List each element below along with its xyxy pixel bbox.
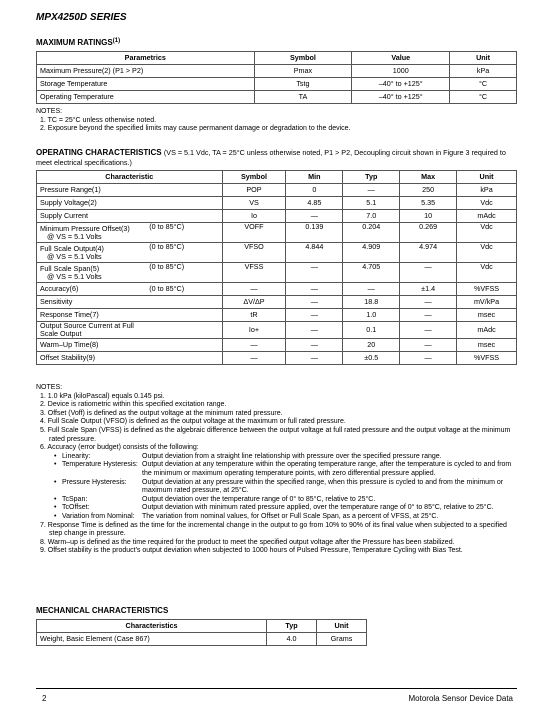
table-cell: 250 <box>400 184 457 197</box>
table-cell: — <box>400 351 457 364</box>
table-row <box>37 91 517 104</box>
table-cell: 0.204 <box>343 223 400 243</box>
accuracy-term: Linearity: <box>62 452 91 460</box>
table-row <box>37 283 517 296</box>
publication-name: Motorola Sensor Device Data <box>408 694 513 703</box>
table-cell: 4.974 <box>400 243 457 263</box>
note-item: 4. Full Scale Output (VFSO) is defined as the output voltage at the maximum or full rated pressure. <box>40 418 346 426</box>
column-header: Max <box>400 171 457 184</box>
note-item: 2. Device is ratiometric within this specified excitation range. <box>40 401 227 409</box>
table-row <box>37 223 517 243</box>
table-cell: –40° to +125° <box>352 91 450 104</box>
table-header-row <box>37 620 367 633</box>
table-cell: 0.269 <box>400 223 457 243</box>
table-row <box>37 633 367 646</box>
column-header: Min <box>286 171 343 184</box>
max-ratings-title <box>36 38 120 47</box>
series-title: MPX4250D SERIES <box>36 12 127 23</box>
table-cell: VS <box>222 197 286 210</box>
table-cell <box>146 338 222 351</box>
bullet-icon: • <box>54 478 57 486</box>
table-row <box>37 78 517 91</box>
table-cell: — <box>222 351 286 364</box>
table-cell: — <box>286 283 343 296</box>
table-row <box>37 322 517 339</box>
table-cell: 0.1 <box>343 322 400 339</box>
table-cell: °C <box>450 91 517 104</box>
table-cell: TA <box>254 91 352 104</box>
table-cell: 18.8 <box>343 296 400 309</box>
table-cell: kPa <box>450 65 517 78</box>
characteristic-label: Supply Voltage(2) <box>40 198 97 208</box>
table-cell: POP <box>222 184 286 197</box>
characteristic-label: Output Source Current at Full Scale Output <box>40 321 134 338</box>
table-cell: 20 <box>343 338 400 351</box>
table-cell: 4.0 <box>267 633 317 646</box>
column-header: Unit <box>317 620 367 633</box>
accuracy-definition: Output deviation with minimum rated pressure applied, over the temperature range of 0° to 85°C, relative to 25°C. <box>142 504 494 512</box>
table-cell <box>37 351 147 364</box>
max-ratings-title-text: MAXIMUM RATINGS <box>36 38 113 47</box>
column-header: Symbol <box>222 171 286 184</box>
table-row <box>37 184 517 197</box>
column-header: Characteristics <box>37 620 267 633</box>
column-header: Typ <box>343 171 400 184</box>
note-item: 5. Full Scale Span (VFSS) is defined as the algebraic difference between the output voltage at full rated pressure and the output voltage at the minimum rated pressure. <box>40 426 511 443</box>
note-item: 1. TC = 25°C unless otherwise noted. <box>40 116 157 124</box>
table-row <box>37 351 517 364</box>
accuracy-term: TcOffset: <box>62 504 90 512</box>
table-cell: 0 <box>286 184 343 197</box>
column-header: Value <box>352 52 450 65</box>
table-cell <box>146 197 222 210</box>
table-cell: 1000 <box>352 65 450 78</box>
column-header: Symbol <box>254 52 352 65</box>
table-cell: msec <box>457 309 517 322</box>
table-cell: Operating Temperature <box>37 91 255 104</box>
table-cell <box>37 338 147 351</box>
accuracy-definition: Output deviation at any pressure within the specified range, when this pressure is cycled to and from the minimum or maximum rated pressure, at 25°C. <box>142 478 504 495</box>
accuracy-item <box>36 513 517 522</box>
table-cell <box>37 197 147 210</box>
column-header: Unit <box>457 171 517 184</box>
characteristic-label: Full Scale Output(4) <box>40 243 104 253</box>
accuracy-list <box>36 453 517 522</box>
table-cell: ±0.5 <box>343 351 400 364</box>
table-cell: tR <box>222 309 286 322</box>
table-cell <box>37 283 147 296</box>
accuracy-term: TcSpan: <box>62 495 88 503</box>
table-cell: (0 to 85°C) <box>146 263 222 283</box>
page-number: 2 <box>42 694 47 703</box>
operating-notes <box>36 384 517 556</box>
table-cell <box>37 184 147 197</box>
table-cell: Io+ <box>222 322 286 339</box>
column-header: Characteristic <box>37 171 223 184</box>
notes-label: NOTES: <box>36 384 63 391</box>
note-item: 7. Response Time is defined as the time for the incremental change in the output to go from 10% to 90% of its final value when subjected to a specified step change in pressure. <box>40 521 507 538</box>
table-cell: — <box>400 309 457 322</box>
accuracy-term: Variation from Nominal: <box>62 512 135 520</box>
table-cell: VOFF <box>222 223 286 243</box>
notes-label: NOTES: <box>36 108 63 115</box>
max-ratings-notes <box>36 108 517 134</box>
table-cell: Tstg <box>254 78 352 91</box>
table-cell: — <box>222 338 286 351</box>
table-cell: VFSS <box>222 263 286 283</box>
note-item: 9. Offset stability is the product's output deviation when subjected to 1000 hours of Pulsed Pressure, Temperature Cycling with Bias Test. <box>40 547 463 555</box>
table-cell <box>146 309 222 322</box>
characteristic-label: Accuracy(6) <box>40 284 79 294</box>
characteristic-label: Sensitivity <box>40 297 73 307</box>
table-cell <box>37 322 147 339</box>
table-cell: 4.85 <box>286 197 343 210</box>
characteristic-label: Pressure Range(1) <box>40 185 101 195</box>
operating-table <box>36 170 517 365</box>
table-cell: — <box>286 351 343 364</box>
table-cell: 1.0 <box>343 309 400 322</box>
table-cell: 5.35 <box>400 197 457 210</box>
table-cell: — <box>343 184 400 197</box>
column-header: Typ <box>267 620 317 633</box>
table-row <box>37 296 517 309</box>
accuracy-item <box>36 461 517 478</box>
accuracy-definition: Output deviation from a straight line relationship with pressure over the specified pressure range. <box>142 452 442 460</box>
bullet-icon: • <box>54 512 57 520</box>
note-item: 1. 1.0 kPa (kiloPascal) equals 0.145 psi. <box>40 392 165 400</box>
table-cell: — <box>400 338 457 351</box>
table-cell: –40° to +125° <box>352 78 450 91</box>
table-cell: — <box>400 322 457 339</box>
table-cell: mAdc <box>457 210 517 223</box>
note-item: 3. Offset (Voff) is defined as the output voltage at the minimum rated pressure. <box>40 409 283 417</box>
table-cell: %VFSS <box>457 283 517 296</box>
table-cell: %VFSS <box>457 351 517 364</box>
table-cell: — <box>286 296 343 309</box>
operating-title <box>36 148 517 167</box>
column-header: Unit <box>450 52 517 65</box>
table-cell: — <box>286 322 343 339</box>
operating-table-body <box>37 184 517 365</box>
characteristic-label: Response Time(7) <box>40 310 99 320</box>
bullet-icon: • <box>54 495 57 503</box>
table-cell: Storage Temperature <box>37 78 255 91</box>
table-cell: — <box>286 210 343 223</box>
table-cell <box>146 184 222 197</box>
table-cell: — <box>400 296 457 309</box>
accuracy-definition: The variation from nominal values, for Offset or Full Scale Span, as a percent of VFSS, at 25°C. <box>142 512 439 520</box>
accuracy-term: Temperature Hysteresis: <box>62 461 138 469</box>
table-cell: 0.139 <box>286 223 343 243</box>
table-cell: kPa <box>457 184 517 197</box>
characteristic-condition: @ VS = 5.1 Volts <box>47 251 102 261</box>
table-cell: Maximum Pressure(2) (P1 > P2) <box>37 65 255 78</box>
table-cell: Grams <box>317 633 367 646</box>
bullet-icon: • <box>54 504 57 512</box>
characteristic-label: Full Scale Span(5) <box>40 263 100 273</box>
note-item: 8. Warm–up is defined as the time required for the product to meet the specified output voltage after the Pressure has been stabilized. <box>40 538 455 546</box>
table-cell: — <box>286 309 343 322</box>
table-row <box>37 243 517 263</box>
characteristic-label: Minimum Pressure Offset(3) <box>40 223 130 233</box>
table-cell <box>146 210 222 223</box>
operating-conditions: (VS = 5.1 Vdc, TA = 25°C unless otherwise noted, P1 > P2, Decoupling circuit shown in Figure 3 required to meet electrical specifications.) <box>36 148 506 167</box>
table-cell <box>146 322 222 339</box>
table-row <box>37 338 517 351</box>
table-cell: 7.0 <box>343 210 400 223</box>
table-cell: msec <box>457 338 517 351</box>
table-cell: — <box>286 263 343 283</box>
table-cell: Weight, Basic Element (Case 867) <box>37 633 267 646</box>
note-item: 2. Exposure beyond the specified limits may cause permanent damage or degradation to the device. <box>40 125 351 133</box>
table-cell: Vdc <box>457 223 517 243</box>
accuracy-item <box>36 453 517 462</box>
table-cell: 4.844 <box>286 243 343 263</box>
table-cell: °C <box>450 78 517 91</box>
table-cell: 5.1 <box>343 197 400 210</box>
table-cell: 4.705 <box>343 263 400 283</box>
table-cell <box>37 223 147 243</box>
characteristic-condition: @ VS = 5.1 Volts <box>47 231 102 241</box>
accuracy-term: Pressure Hysteresis: <box>62 478 127 486</box>
mechanical-table <box>36 619 367 646</box>
table-cell: 10 <box>400 210 457 223</box>
table-cell: (0 to 85°C) <box>146 223 222 243</box>
table-cell: — <box>222 283 286 296</box>
table-cell <box>146 296 222 309</box>
table-cell: ΔV/ΔP <box>222 296 286 309</box>
table-cell: ±1.4 <box>400 283 457 296</box>
table-cell: Vdc <box>457 263 517 283</box>
footer-divider <box>36 688 517 689</box>
table-header-row <box>37 52 517 65</box>
table-cell: — <box>343 283 400 296</box>
table-cell <box>37 210 147 223</box>
bullet-icon: • <box>54 461 57 469</box>
operating-title-text: OPERATING CHARACTERISTICS <box>36 148 162 157</box>
table-cell: VFSO <box>222 243 286 263</box>
table-row <box>37 309 517 322</box>
accuracy-item <box>36 504 517 513</box>
mechanical-title: MECHANICAL CHARACTERISTICS <box>36 606 169 615</box>
accuracy-definition: Output deviation at any temperature within the operating temperature range, after the temperature is cycled to and from the minimum or maximum operating temperature points, with zero differential pressure applied. <box>142 461 512 477</box>
note-item: 6. Accuracy (error budget) consists of the following: <box>40 444 199 452</box>
bullet-icon: • <box>54 452 57 460</box>
accuracy-definition: Output deviation over the temperature range of 0° to 85°C, relative to 25°C. <box>142 495 376 503</box>
table-cell <box>37 309 147 322</box>
table-header-row <box>37 171 517 184</box>
table-cell: Pmax <box>254 65 352 78</box>
table-row <box>37 65 517 78</box>
table-cell <box>37 243 147 263</box>
column-header: Parametrics <box>37 52 255 65</box>
table-row <box>37 263 517 283</box>
characteristic-label: Warm–Up Time(8) <box>40 339 99 349</box>
characteristic-label: Supply Current <box>40 211 88 221</box>
table-cell: Vdc <box>457 197 517 210</box>
max-ratings-title-ref: (1) <box>112 38 121 44</box>
table-cell <box>37 296 147 309</box>
accuracy-item <box>36 479 517 496</box>
table-cell <box>146 351 222 364</box>
table-cell: mAdc <box>457 322 517 339</box>
characteristic-condition: @ VS = 5.1 Volts <box>47 271 102 281</box>
max-ratings-table <box>36 51 517 104</box>
table-cell: 4.909 <box>343 243 400 263</box>
table-cell: Io <box>222 210 286 223</box>
table-cell: — <box>286 338 343 351</box>
table-cell: — <box>400 263 457 283</box>
table-row <box>37 210 517 223</box>
table-cell: Vdc <box>457 243 517 263</box>
table-cell <box>37 263 147 283</box>
characteristic-label: Offset Stability(9) <box>40 352 95 362</box>
table-cell: (0 to 85°C) <box>146 243 222 263</box>
table-cell: (0 to 85°C) <box>146 283 222 296</box>
table-row <box>37 197 517 210</box>
table-cell: mV/kPa <box>457 296 517 309</box>
